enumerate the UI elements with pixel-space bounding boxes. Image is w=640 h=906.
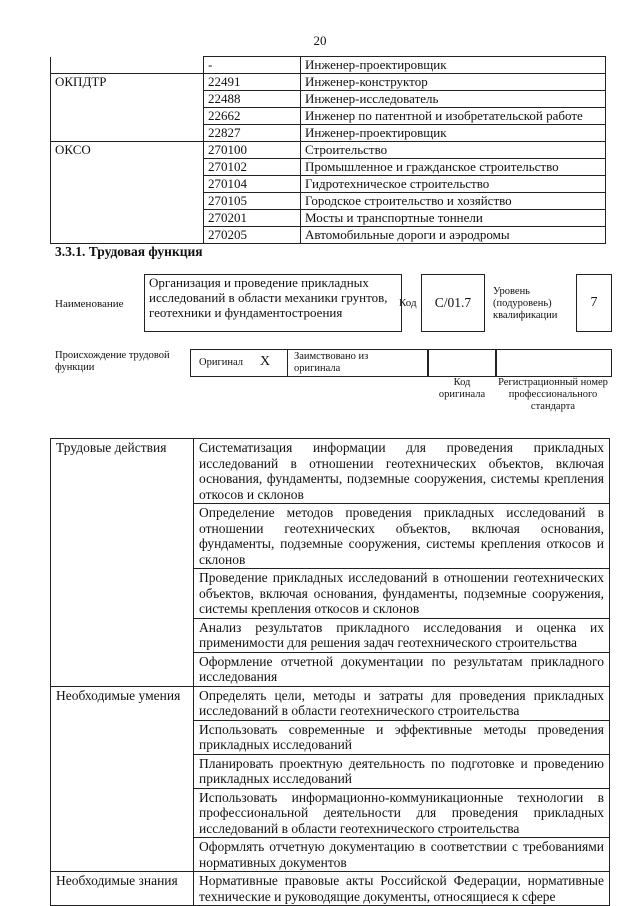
codes-code-cell: 270105 xyxy=(204,193,301,210)
function-name-box xyxy=(144,274,402,332)
codes-classifier-cell xyxy=(51,108,204,125)
table-row xyxy=(51,872,610,906)
codes-name-cell: Городское строительство и хозяйство xyxy=(301,193,606,210)
codes-classifier-cell xyxy=(51,193,204,210)
reg-caption: Регистрационный номер профессионального стандарта xyxy=(498,377,608,412)
category-cell: Необходимые знания xyxy=(51,872,194,906)
item-cell: Планировать проектную деятельность по подготовке и проведению прикладных исследований xyxy=(194,754,610,788)
codes-code-cell: 22491 xyxy=(204,74,301,91)
item-cell: Проведение прикладных исследований в отношении геотехнических объектов, включая основания, фундаменты, подземные сооружения, системы крепления откосов и склонов xyxy=(194,569,610,619)
origin-label: Происхождение трудовой функции xyxy=(55,350,170,373)
codes-row xyxy=(51,57,606,74)
codes-code-cell: 22827 xyxy=(204,125,301,142)
codes-code-cell: 270100 xyxy=(204,142,301,159)
codes-name-cell: Инженер-исследователь xyxy=(301,91,606,108)
codes-classifier-cell xyxy=(51,176,204,193)
codes-table xyxy=(50,56,606,244)
original-box xyxy=(190,349,288,377)
page-number: 20 xyxy=(313,33,327,48)
original-mark: X xyxy=(260,354,271,369)
codes-name-cell: Инженер-конструктор xyxy=(301,74,606,91)
codes-row xyxy=(51,142,606,159)
name-label: Наименование xyxy=(55,298,124,310)
codes-row xyxy=(51,176,606,193)
code-label: Код xyxy=(399,297,417,309)
codes-name-cell: Инженер-проектировщик xyxy=(301,57,606,74)
borrowed-box xyxy=(287,349,429,377)
item-cell: Нормативные правовые акты Российской Федерации, нормативные технические и руководящие документы, относящиеся к сфере xyxy=(194,872,610,906)
item-cell: Оформление отчетной документации по результатам прикладного исследования xyxy=(194,652,610,686)
codes-classifier-cell xyxy=(51,57,204,74)
reg-number-box xyxy=(495,349,612,377)
codes-row xyxy=(51,210,606,227)
level-value: 7 xyxy=(590,295,598,310)
labor-function-table xyxy=(50,438,610,906)
function-code-box xyxy=(421,274,485,332)
codes-code-cell: 270201 xyxy=(204,210,301,227)
codes-name-cell: Автомобильные дороги и аэродромы xyxy=(301,227,606,244)
codes-code-cell: 22488 xyxy=(204,91,301,108)
item-cell: Анализ результатов прикладного исследования и оценка их применимости для решения задач геотехнического строительства xyxy=(194,618,610,652)
item-cell: Определение методов проведения прикладных исследований в отношении геотехнических объектов, включая основания, фундаменты, подземные сооружения, системы крепления откосов и склонов xyxy=(194,504,610,569)
codes-code-cell: 270205 xyxy=(204,227,301,244)
codes-name-cell: Мосты и транспортные тоннели xyxy=(301,210,606,227)
item-cell: Использовать информационно-коммуникационные технологии в профессиональной деятельности для проведения прикладных исследований в области геотехнического строительства xyxy=(194,788,610,838)
codes-name-cell: Инженер-проектировщик xyxy=(301,125,606,142)
codes-code-cell: 270102 xyxy=(204,159,301,176)
codes-classifier-cell xyxy=(51,227,204,244)
category-cell: Необходимые умения xyxy=(51,686,194,872)
codes-classifier-cell: ОКПДТР xyxy=(51,74,204,91)
codes-classifier-cell xyxy=(51,159,204,176)
codes-classifier-cell xyxy=(51,210,204,227)
codes-code-cell: - xyxy=(204,57,301,74)
table-row xyxy=(51,439,610,504)
codes-name-cell: Промышленное и гражданское строительство xyxy=(301,159,606,176)
category-cell: Трудовые действия xyxy=(51,439,194,687)
codes-row xyxy=(51,91,606,108)
codes-code-cell: 270104 xyxy=(204,176,301,193)
level-box xyxy=(576,274,612,332)
codes-row xyxy=(51,193,606,210)
codes-classifier-cell xyxy=(51,125,204,142)
item-cell: Определять цели, методы и затраты для проведения прикладных исследований в области геотехнического строительства xyxy=(194,686,610,720)
table-row xyxy=(51,686,610,720)
codes-row xyxy=(51,227,606,244)
codes-code-cell: 22662 xyxy=(204,108,301,125)
codes-row xyxy=(51,125,606,142)
code-caption: Код оригинала xyxy=(438,377,486,400)
function-name-value: Организация и проведение прикладных исследований в области механики грунтов, геотехники и фундаментостроения xyxy=(149,275,388,320)
original-label: Оригинал xyxy=(199,357,243,368)
borrowed-label: Заимствовано из оригинала xyxy=(294,351,369,374)
codes-classifier-cell: ОКСО xyxy=(51,142,204,159)
level-label: Уровень (подуровень) квалификации xyxy=(493,286,558,321)
codes-row xyxy=(51,159,606,176)
codes-name-cell: Гидротехническое строительство xyxy=(301,176,606,193)
item-cell: Оформлять отчетную документацию в соответствии с требованиями нормативных документов xyxy=(194,838,610,872)
item-cell: Использовать современные и эффективные методы проведения прикладных исследований xyxy=(194,720,610,754)
codes-name-cell: Строительство xyxy=(301,142,606,159)
item-cell: Систематизация информации для проведения прикладных исследований в отношении геотехнических объектов, включая основания, фундаменты, подземные сооружения, системы крепления откосов и склонов xyxy=(194,439,610,504)
original-code-box xyxy=(427,349,497,377)
codes-row xyxy=(51,74,606,91)
function-code-value: С/01.7 xyxy=(434,295,472,310)
codes-name-cell: Инженер по патентной и изобретательской работе xyxy=(301,108,606,125)
codes-row xyxy=(51,108,606,125)
codes-classifier-cell xyxy=(51,91,204,108)
section-heading: 3.3.1. Трудовая функция xyxy=(55,244,203,259)
